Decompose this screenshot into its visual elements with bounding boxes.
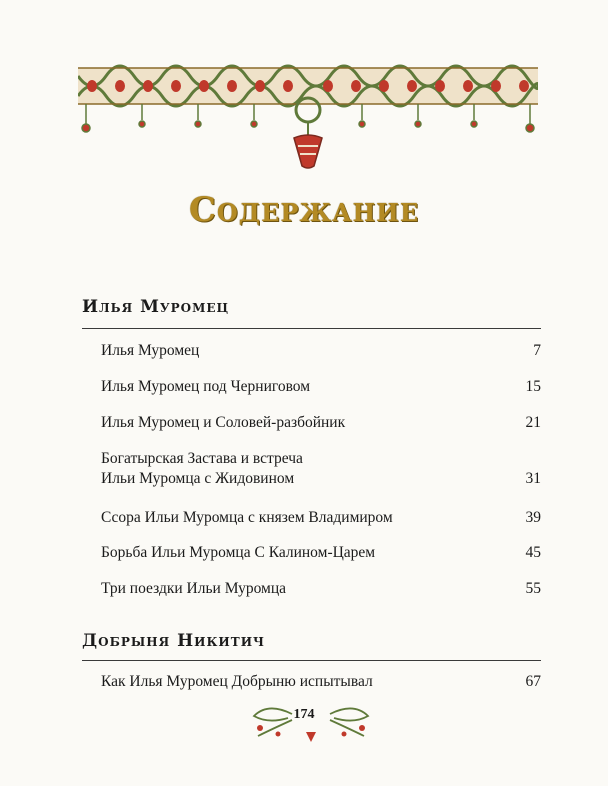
entry-page: 15 <box>525 378 541 395</box>
toc-entry[interactable] <box>101 341 541 361</box>
toc-entry[interactable] <box>101 508 541 528</box>
toc-entry[interactable] <box>101 449 541 489</box>
entry-title: Илья Муромец <box>101 342 200 359</box>
entry-title: Как Илья Муромец Добрыню испытывал <box>101 673 373 690</box>
section-heading: Илья Муромец <box>82 297 230 317</box>
toc-entry[interactable] <box>101 579 541 599</box>
entry-page: 39 <box>525 509 541 526</box>
entry-title: Илья Муромец и Соловей-разбойник <box>101 414 346 431</box>
entry-title: Борьба Ильи Муромца С Калином-Царем <box>101 544 376 561</box>
entry-title: Ссора Ильи Муромца с князем Владимиром <box>101 509 393 526</box>
section-divider <box>82 328 541 329</box>
entry-page: 55 <box>525 580 541 597</box>
entry-title: Три поездки Ильи Муромца <box>101 580 287 597</box>
toc-entry[interactable] <box>101 413 541 433</box>
entry-page: 45 <box>525 544 541 561</box>
entry-page: 67 <box>525 673 541 690</box>
ornament-tassel-icon <box>294 98 322 168</box>
entry-page: 21 <box>525 414 541 431</box>
toc-entry[interactable] <box>101 672 541 692</box>
section-heading: Добрыня Никитич <box>82 631 265 651</box>
toc-entry[interactable] <box>101 543 541 563</box>
ornament-border-icon <box>78 62 538 172</box>
entry-page: 7 <box>533 342 541 359</box>
page-title: Содержание <box>188 190 420 230</box>
section-divider <box>82 660 541 661</box>
entry-title-line1: Богатырская Застава и встреча <box>101 450 303 467</box>
entry-page: 31 <box>525 470 541 487</box>
toc-entry[interactable] <box>101 377 541 397</box>
entry-title-line2: Ильи Муромца с Жидовином <box>101 470 295 487</box>
entry-title: Илья Муромец под Черниговом <box>101 378 311 395</box>
page-number: 174 <box>293 707 315 722</box>
